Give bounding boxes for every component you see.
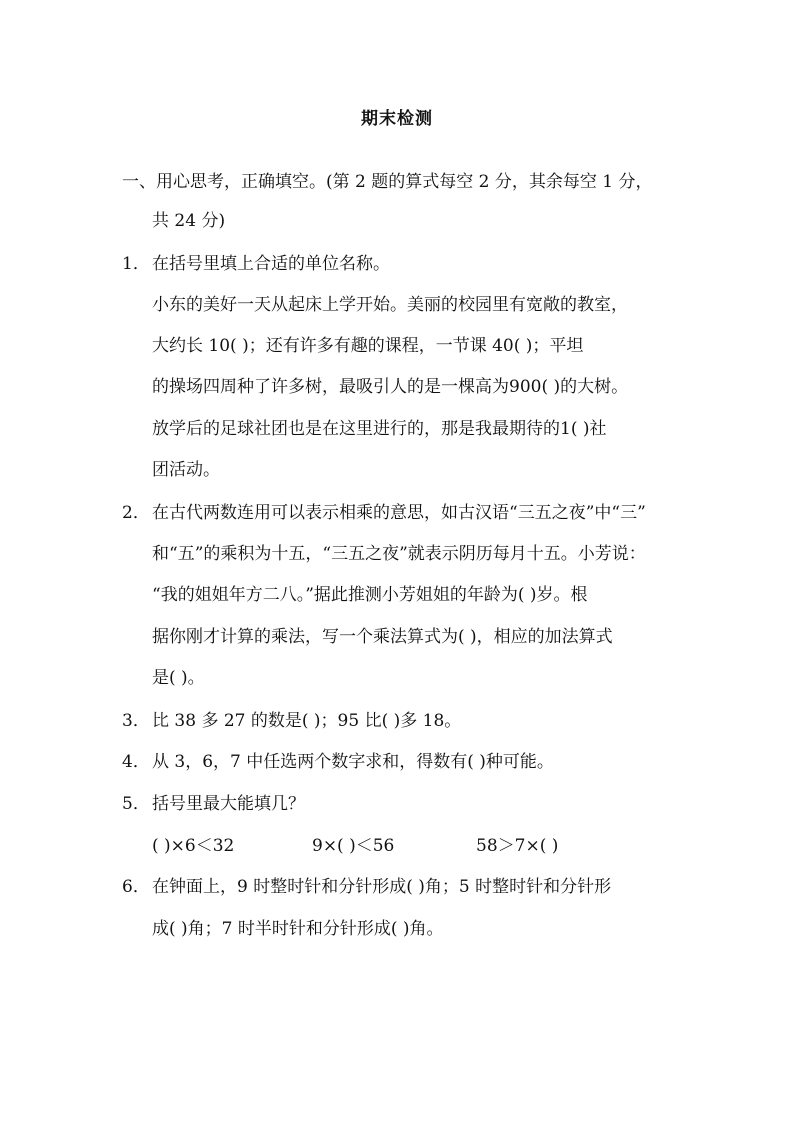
q1-line: 小东的美好一天从起床上学开始。美丽的校园里有宽敞的教室，: [152, 295, 628, 315]
q3-number: 3．: [122, 711, 150, 731]
q2-line: “我的姐姐年方二八。”据此推测小芳姐姐的年龄为( )岁。根: [152, 585, 588, 605]
q6-line: 在钟面上，9 时整时针和分针形成( )角；5 时整时针和分针形: [152, 877, 612, 897]
q3-text: 比 38 多 27 的数是( )；95 比( )多 18。: [152, 711, 462, 731]
q1-line: 团活动。: [152, 460, 220, 480]
q5-expression-1: ( )×6＜32: [152, 836, 235, 856]
q5-expression-2: 9×( )＜56: [312, 836, 395, 856]
q2-line: 和“五”的乘积为十五，“三五之夜”就表示阴历每月十五。小芳说：: [152, 544, 646, 564]
page-title: 期末检测: [361, 109, 433, 129]
q1-line: 放学后的足球社团也是在这里进行的，那是我最期待的1( )社: [152, 419, 607, 439]
q5-expression-3: 58＞7×( ): [476, 836, 559, 856]
q4-number: 4．: [122, 752, 150, 772]
q5-number: 5．: [122, 794, 150, 814]
q2-line: 在古代两数连用可以表示相乘的意思，如古汉语“三五之夜”中“三”: [152, 503, 646, 523]
section-heading: 一、用心思考，正确填空。(第 2 题的算式每空 2 分，其余每空 1 分，: [122, 172, 653, 192]
q1-line: 的操场四周种了许多树，最吸引人的是一棵高为900( )的大树。: [152, 377, 629, 397]
q6-number: 6．: [122, 877, 150, 897]
q1-line: 大约长 10( )；还有许多有趣的课程，一节课 40( )；平坦: [152, 336, 584, 356]
q4-text: 从 3，6，7 中任选两个数字求和，得数有( )种可能。: [152, 752, 554, 772]
q6-line: 成( )角；7 时半时针和分针形成( )角。: [152, 919, 444, 939]
q2-line: 据你刚才计算的乘法，写一个乘法算式为( )，相应的加法算式: [152, 627, 613, 647]
q1-number: 1．: [122, 254, 150, 274]
q2-line: 是( )。: [152, 668, 205, 688]
q1-line: 在括号里填上合适的单位名称。: [152, 254, 390, 274]
q5-text: 括号里最大能填几？: [152, 794, 305, 814]
q2-number: 2．: [122, 503, 150, 523]
section-heading-cont: 共 24 分): [152, 211, 226, 231]
